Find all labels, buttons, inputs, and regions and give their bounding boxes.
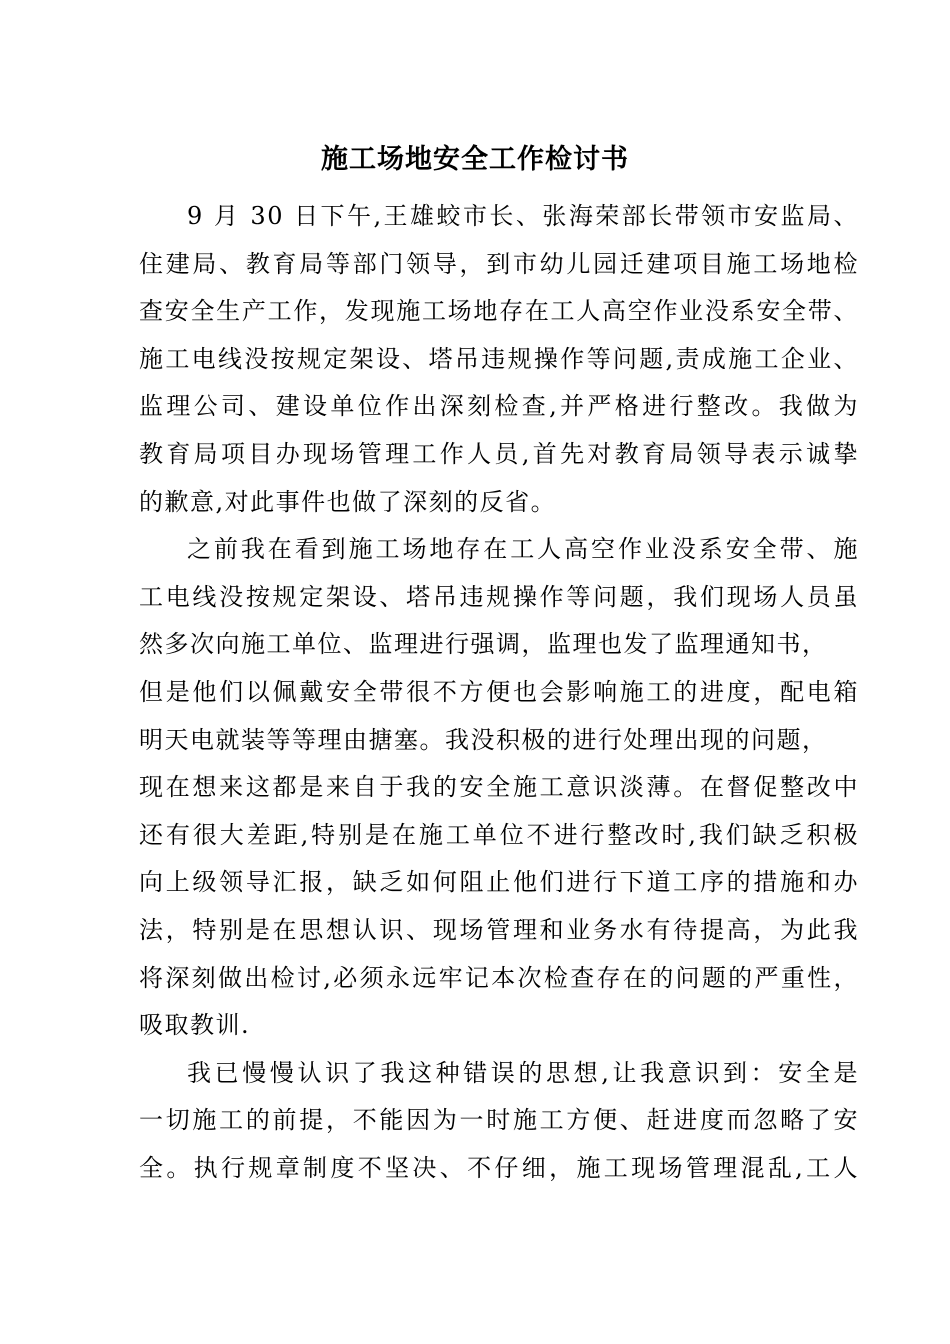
paragraph-line: 之前我在看到施工场地存在工人高空作业没系安全带、施 xyxy=(187,535,859,564)
paragraph-line: 现在想来这都是来自于我的安全施工意识淡薄。在督促整改中 xyxy=(139,773,859,802)
document-body xyxy=(139,193,859,1192)
paragraph-line: 查安全生产工作，发现施工场地存在工人高空作业没系安全带、 xyxy=(139,297,859,326)
paragraph-line: 9 月 30 日下午,王雄蛟市长、张海荣部长带领市安监局、 xyxy=(187,202,859,230)
paragraph-line: 吸取教训. xyxy=(139,1011,251,1040)
paragraph-line: 但是他们以佩戴安全带很不方便也会影响施工的进度，配电箱 xyxy=(139,677,859,706)
paragraph-line: 住建局、教育局等部门领导，到市幼儿园迁建项目施工场地检 xyxy=(139,249,859,278)
paragraph-line: 将深刻做出检讨,必须永远牢记本次检查存在的问题的严重性， xyxy=(139,963,859,992)
paragraph-line: 施工电线没按规定架设、塔吊违规操作等问题,责成施工企业、 xyxy=(139,344,859,373)
paragraph-line: 的歉意,对此事件也做了深刻的反省。 xyxy=(139,487,557,516)
document-title: 施工场地安全工作检讨书 xyxy=(321,144,629,175)
paragraph-line: 监理公司、建设单位作出深刻检查,并严格进行整改。我做为 xyxy=(139,392,859,421)
paragraph-line: 然多次向施工单位、监理进行强调，监理也发了监理通知书， xyxy=(139,630,828,659)
paragraph-line: 法，特别是在思想认识、现场管理和业务水有待提高，为此我 xyxy=(139,915,859,944)
paragraph-line: 全。执行规章制度不坚决、不仔细，施工现场管理混乱,工人 xyxy=(139,1153,859,1182)
paragraph-line: 工电线没按规定架设、塔吊违规操作等问题，我们现场人员虽 xyxy=(139,582,859,611)
paragraph-line: 教育局项目办现场管理工作人员,首先对教育局领导表示诚挚 xyxy=(139,439,859,468)
paragraph-line: 向上级领导汇报，缺乏如何阻止他们进行下道工序的措施和办 xyxy=(139,868,859,897)
paragraph-line: 还有很大差距,特别是在施工单位不进行整改时,我们缺乏积极 xyxy=(139,820,859,849)
paragraph-line: 一切施工的前提，不能因为一时施工方便、赶进度而忽略了安 xyxy=(139,1106,859,1135)
paragraph-line: 明天电就装等等理由搪塞。我没积极的进行处理出现的问题， xyxy=(139,725,828,754)
paragraph-line: 我已慢慢认识了我这种错误的思想,让我意识到：安全是 xyxy=(187,1058,859,1087)
